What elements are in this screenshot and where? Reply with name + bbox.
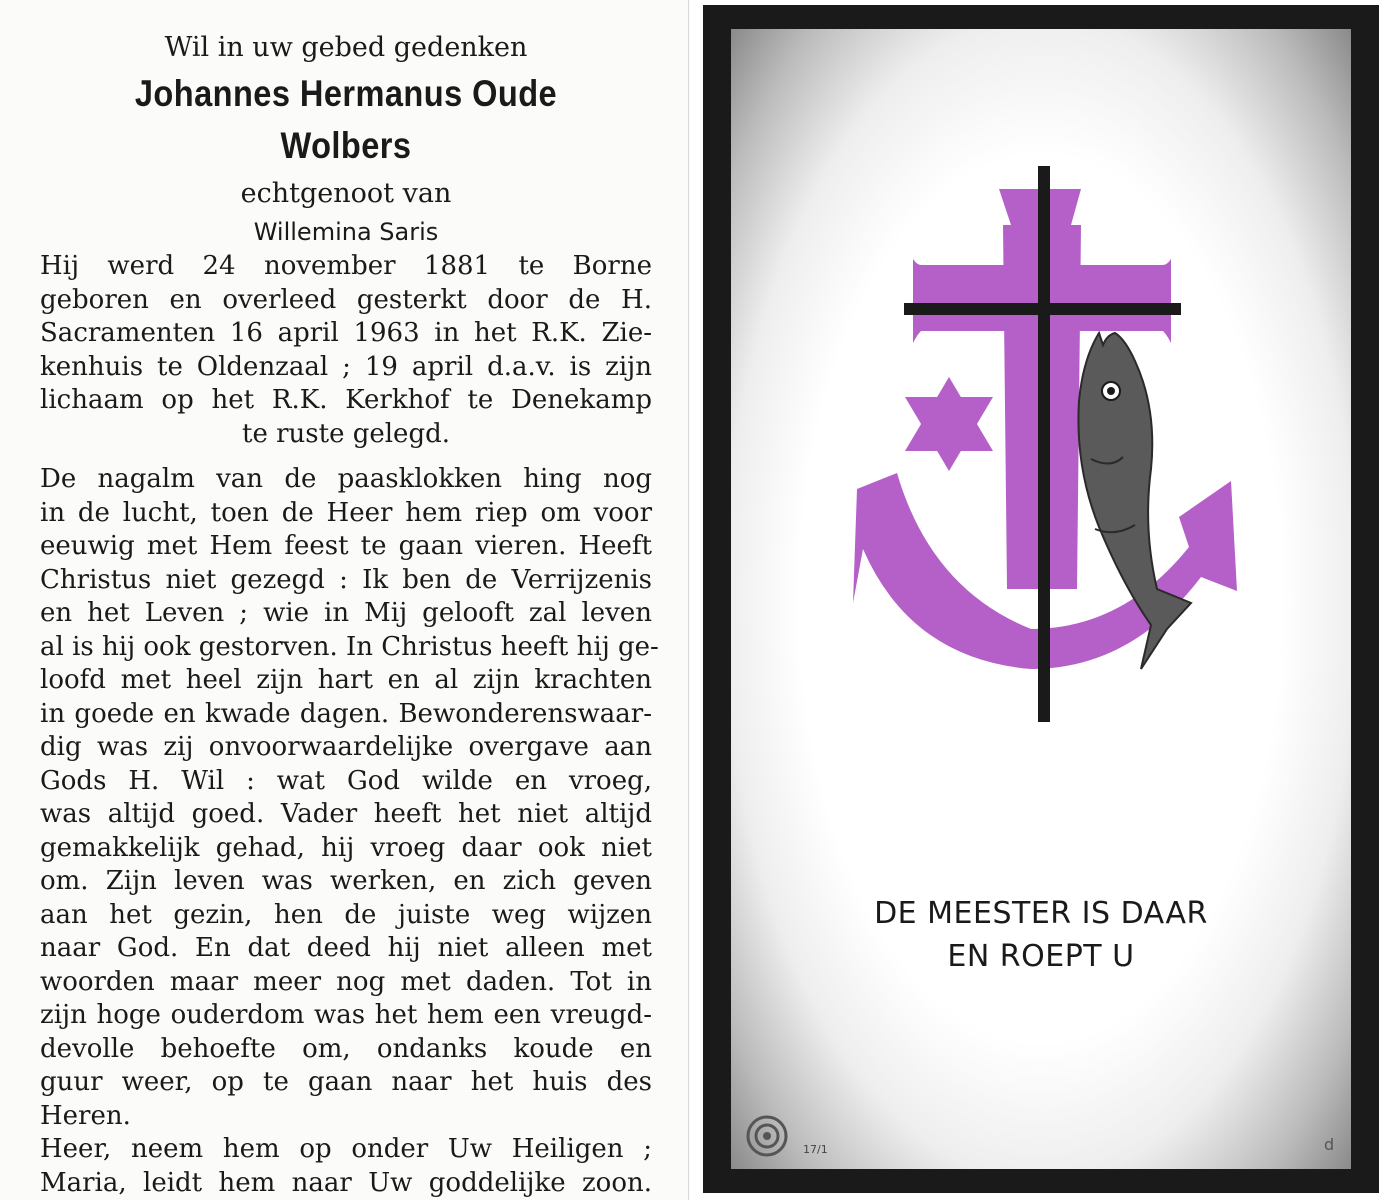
image-card-inner xyxy=(731,29,1351,1169)
text-column xyxy=(40,28,659,1200)
artist-initial: d xyxy=(1324,1135,1335,1154)
eulogy-line: Christus niet gezegd : Ik ben de Verrijzenis xyxy=(40,564,652,595)
eulogy-line: was altijd goed. Vader heeft het niet altijd xyxy=(40,799,652,829)
publisher-logo-icon xyxy=(745,1114,789,1158)
bio-line: Hij werd 24 november 1881 te Borne xyxy=(40,251,652,281)
eulogy-line: Heren. xyxy=(40,1100,131,1131)
card-fold-line xyxy=(688,0,689,1200)
prayer-paragraph xyxy=(40,1133,652,1200)
motto-line-1: DE MEESTER IS DAAR xyxy=(874,896,1208,931)
text-panel xyxy=(0,0,690,1200)
eulogy-line: gemakkelijk gehad, hij vroeg daar ook niet xyxy=(40,832,652,863)
deceased-name: Johannes Hermanus Oude Wolbers xyxy=(134,73,558,166)
eulogy-line: De nagalm van de paasklokken hing nog xyxy=(40,464,652,494)
bio-line: Sacramenten 16 april 1963 in het R.K. Zie- xyxy=(40,318,652,348)
eulogy-line: naar God. En dat deed hij niet alleen met xyxy=(40,933,652,963)
bio-line: kenhuis te Oldenzaal ; 19 april d.a.v. is zijn xyxy=(40,351,652,382)
spouse-of-line: echtgenoot van xyxy=(240,178,452,209)
motto-line-2: EN ROEPT U xyxy=(947,939,1135,974)
eulogy-line: Gods H. Wil : wat God wilde en vroeg, xyxy=(40,765,652,796)
eulogy-line: in goede en kwade dagen. Bewonderenswaar- xyxy=(40,698,652,729)
eulogy-line: al is hij ook gestorven. In Christus heeft hij ge- xyxy=(40,631,659,662)
eulogy-line: aan het gezin, hen de juiste weg wijzen xyxy=(40,899,652,930)
biography-paragraph xyxy=(40,250,652,451)
eulogy-line: woorden maar meer nog met daden. Tot in xyxy=(40,966,652,997)
image-card xyxy=(703,5,1379,1193)
prayer-line: Maria, leidt hem naar Uw goddelijke zoon. xyxy=(40,1167,652,1198)
bio-line: geboren en overleed gesterkt door de H. xyxy=(40,284,652,315)
eulogy-paragraph xyxy=(40,463,659,1133)
prayer-line: Heer, neem hem op onder Uw Heiligen ; xyxy=(40,1134,652,1164)
eulogy-line: en het Leven ; wie in Mij gelooft zal leven xyxy=(40,598,652,628)
bio-line: lichaam op het R.K. Kerkhof te Denekamp xyxy=(40,385,652,415)
print-code: 17/1 xyxy=(803,1143,828,1156)
eulogy-line: guur weer, op te gaan naar het huis des xyxy=(40,1067,652,1097)
spouse-name: Willemina Saris xyxy=(253,218,439,246)
eulogy-line: zijn hoge ouderdom was het hem een vreugd- xyxy=(40,1000,652,1030)
eulogy-line: devolle behoefte om, ondanks koude en xyxy=(40,1033,652,1064)
eulogy-line: in de lucht, toen de Heer hem riep om voor xyxy=(40,497,652,528)
eulogy-line: om. Zijn leven was werken, en zich geven xyxy=(40,866,652,896)
eulogy-line: dig was zij onvoorwaardelijke overgave aan xyxy=(40,732,652,762)
bio-line: te ruste gelegd. xyxy=(242,418,450,449)
emblem-illustration xyxy=(731,29,1351,1169)
eulogy-line: eeuwig met Hem feest te gaan vieren. Heeft xyxy=(40,531,652,561)
star-of-david-icon xyxy=(905,377,993,471)
paragraph-gap xyxy=(40,451,652,463)
intro-line: Wil in uw gebed gedenken xyxy=(164,32,528,63)
eulogy-line: loofd met heel zijn hart en al zijn krachten xyxy=(40,665,652,695)
